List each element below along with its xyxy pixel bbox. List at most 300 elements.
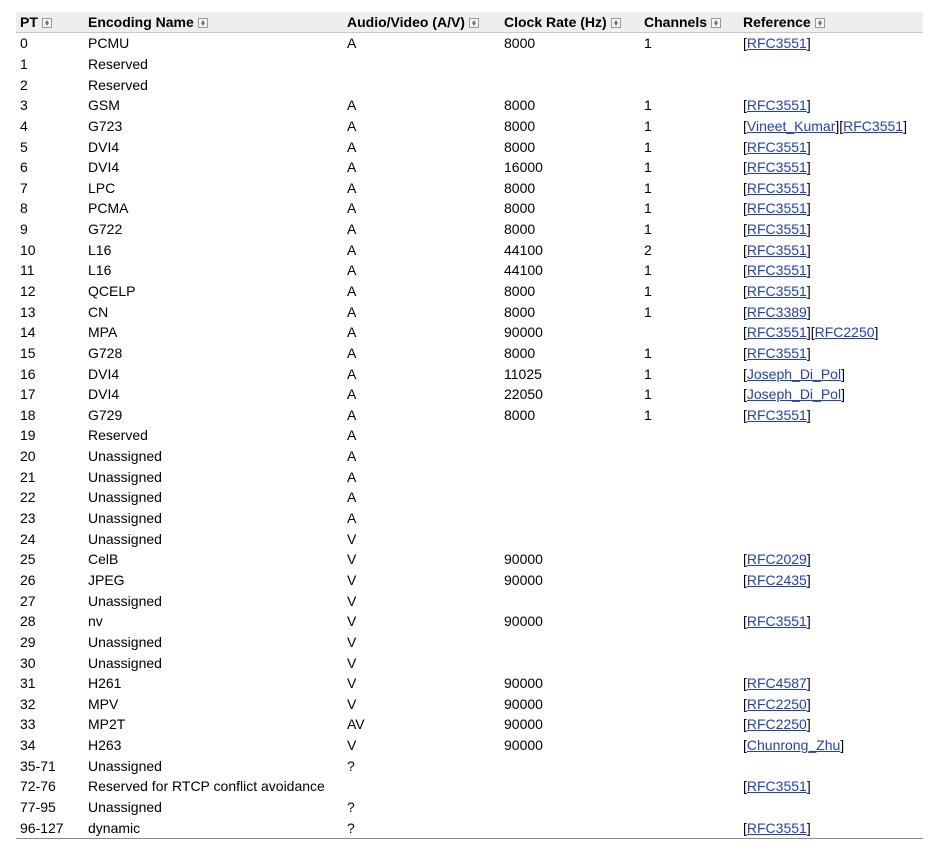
cell-audio-video: A (347, 262, 357, 279)
bracket-close: ] (806, 819, 811, 836)
cell-audio-video (343, 776, 500, 797)
reference-link[interactable]: RFC3551 (746, 159, 807, 176)
cell-audio-video: V (347, 551, 357, 568)
reference-link[interactable]: RFC3551 (746, 778, 807, 795)
cell-channels (640, 549, 739, 570)
reference-link[interactable]: RFC2029 (746, 551, 807, 568)
cell-reference (739, 177, 923, 198)
bracket-close: ] (806, 35, 811, 52)
cell-clock-rate: 90000 (504, 571, 543, 588)
column-header-label: Clock Rate (Hz) (504, 14, 607, 30)
reference-link[interactable]: RFC3551 (746, 179, 807, 196)
reference-link[interactable]: RFC3551 (746, 262, 807, 279)
table-header (16, 12, 923, 33)
cell-audio-video: A (347, 324, 357, 341)
cell-pt: 18 (20, 406, 36, 423)
cell-clock-rate: 44100 (504, 241, 543, 258)
bracket-open: [ (743, 406, 747, 423)
cell-audio-video: A (347, 159, 357, 176)
cell-pt: 77-95 (20, 799, 56, 816)
table-row (16, 425, 923, 446)
column-header-label: Encoding Name (88, 14, 194, 30)
reference-link[interactable]: Chunrong_Zhu (746, 737, 841, 754)
cell-audio-video: A (347, 344, 357, 361)
cell-pt: 0 (20, 35, 28, 52)
bracket-open: [ (743, 365, 747, 382)
bracket-open: [ (743, 386, 747, 403)
cell-audio-video: A (347, 510, 357, 527)
cell-channels: 1 (644, 200, 652, 217)
bracket-open: [ (743, 819, 747, 836)
reference-link[interactable]: RFC2250 (746, 716, 807, 733)
cell-encoding-name: Unassigned (88, 448, 162, 465)
cell-reference (739, 405, 923, 426)
bracket-close: ] (806, 303, 811, 320)
cell-pt: 2 (20, 76, 28, 93)
cell-encoding-name: CN (88, 303, 109, 320)
cell-channels: 1 (644, 97, 652, 114)
cell-reference (739, 714, 923, 735)
cell-channels (640, 487, 739, 508)
cell-pt: 30 (20, 654, 36, 671)
cell-pt: 17 (20, 386, 36, 403)
cell-encoding-name: Unassigned (88, 633, 162, 650)
cell-channels (640, 611, 739, 632)
table-row (16, 198, 923, 219)
cell-clock-rate: 22050 (504, 386, 543, 403)
cell-channels: 1 (644, 386, 652, 403)
cell-channels (640, 528, 739, 549)
cell-pt: 35-71 (20, 757, 56, 774)
cell-encoding-name: H263 (88, 737, 122, 754)
cell-reference (739, 343, 923, 364)
table-row (16, 219, 923, 240)
table-row (16, 755, 923, 776)
cell-channels: 1 (644, 35, 652, 52)
table-row (16, 322, 923, 343)
cell-reference (739, 157, 923, 178)
cell-clock-rate: 90000 (504, 695, 543, 712)
cell-pt: 25 (20, 551, 36, 568)
cell-pt: 11 (20, 262, 35, 279)
cell-encoding-name: MPA (88, 324, 118, 341)
cell-encoding-name: Reserved (88, 55, 148, 72)
reference-link[interactable]: RFC3551 (746, 138, 807, 155)
reference-link[interactable]: RFC3551 (746, 819, 807, 836)
table-row (16, 694, 923, 715)
cell-encoding-name: G722 (88, 221, 123, 238)
cell-reference (739, 652, 923, 673)
cell-encoding-name: G728 (88, 344, 123, 361)
cell-clock-rate: 90000 (504, 551, 543, 568)
table-row (16, 363, 923, 384)
cell-audio-video: A (347, 97, 357, 114)
cell-reference (739, 673, 923, 694)
cell-channels (640, 425, 739, 446)
cell-encoding-name: Reserved (88, 427, 148, 444)
bracket-open: [ (743, 737, 747, 754)
reference-link[interactable]: RFC3551 (843, 117, 904, 134)
cell-reference (739, 54, 923, 75)
cell-channels: 1 (644, 117, 652, 134)
table-row (16, 54, 923, 75)
cell-channels: 1 (644, 406, 652, 423)
cell-audio-video: A (347, 283, 357, 299)
cell-reference (739, 487, 923, 508)
cell-clock-rate (500, 652, 640, 673)
cell-clock-rate: 8000 (504, 221, 536, 238)
cell-encoding-name: dynamic (84, 817, 343, 838)
bracket-open: [ (743, 613, 747, 630)
bracket-close: ] (806, 200, 811, 217)
cell-audio-video: A (347, 489, 357, 506)
column-header-label: Audio/Video (A/V) (347, 14, 465, 30)
cell-pt: 20 (20, 448, 36, 465)
cell-encoding-name: L16 (88, 241, 112, 258)
reference-link[interactable]: RFC2250 (814, 324, 875, 341)
cell-clock-rate (500, 425, 640, 446)
bracket-close: ] (806, 778, 811, 795)
bracket-open: [ (743, 303, 747, 320)
cell-encoding-name: Unassigned (88, 654, 162, 671)
cell-reference (739, 95, 923, 116)
cell-audio-video: A (347, 35, 357, 52)
cell-audio-video: A (347, 406, 357, 423)
cell-audio-video: A (347, 386, 357, 403)
cell-encoding-name: Reserved (88, 76, 148, 93)
cell-encoding-name: MP2T (88, 716, 126, 733)
cell-channels (640, 632, 739, 653)
cell-reference (739, 632, 923, 653)
bracket-open: [ (743, 241, 747, 258)
bracket-close: ] (806, 344, 811, 361)
cell-clock-rate: 8000 (504, 97, 536, 114)
bracket-close: ] (841, 365, 845, 382)
table-row (16, 343, 923, 364)
cell-audio-video: A (347, 468, 357, 485)
reference-link[interactable]: Joseph_Di_Pol (746, 365, 842, 382)
cell-pt: 28 (20, 613, 36, 630)
column-header-encoding-name[interactable] (84, 12, 343, 33)
table-row (16, 466, 923, 487)
cell-reference (739, 239, 923, 260)
cell-reference (739, 281, 923, 302)
bracket-open: [ (743, 200, 747, 217)
bracket-open: [ (810, 324, 815, 341)
cell-audio-video: V (347, 571, 357, 588)
sort-icon[interactable] (469, 18, 479, 28)
bracket-close: ] (806, 138, 811, 155)
column-header-pt[interactable] (16, 12, 84, 33)
cell-audio-video: A (347, 200, 357, 217)
cell-reference (739, 260, 923, 281)
cell-clock-rate: 8000 (504, 179, 536, 196)
cell-clock-rate (500, 755, 640, 776)
cell-pt: 10 (20, 241, 36, 258)
cell-clock-rate: 8000 (504, 406, 536, 423)
cell-clock-rate (500, 590, 640, 611)
column-header-label: Channels (644, 14, 708, 30)
table-row (16, 487, 923, 508)
cell-encoding-name: Unassigned (88, 799, 162, 816)
cell-clock-rate: 8000 (504, 303, 536, 320)
reference-link[interactable]: Vineet_Kumar (746, 117, 836, 134)
sort-icon[interactable] (42, 18, 52, 28)
table-row (16, 239, 923, 260)
cell-encoding-name: Unassigned (88, 468, 162, 485)
reference-link[interactable]: RFC3551 (746, 221, 807, 238)
cell-channels (640, 694, 739, 715)
cell-pt: 21 (20, 468, 36, 485)
bracket-open: [ (743, 716, 747, 733)
cell-channels (640, 776, 739, 797)
bracket-close: ] (840, 737, 845, 754)
cell-encoding-name: QCELP (88, 283, 136, 299)
cell-reference (739, 425, 923, 446)
reference-link[interactable]: RFC4587 (746, 675, 807, 692)
cell-clock-rate (500, 528, 640, 549)
cell-channels: 1 (644, 262, 652, 279)
bracket-open: [ (743, 179, 747, 196)
table-row (16, 157, 923, 178)
table-row (16, 735, 923, 756)
reference-link[interactable]: RFC3551 (746, 97, 807, 114)
cell-reference (739, 384, 923, 405)
cell-encoding-name: Unassigned (88, 510, 162, 527)
bracket-close: ] (806, 716, 811, 733)
cell-encoding-name: H261 (88, 675, 122, 692)
cell-channels (640, 446, 739, 467)
cell-channels: 1 (644, 283, 652, 299)
bracket-close: ] (806, 324, 811, 341)
bracket-close: ] (806, 695, 811, 712)
cell-pt: 96-127 (16, 817, 84, 838)
cell-clock-rate (500, 466, 640, 487)
reference-link[interactable]: RFC3551 (746, 406, 807, 423)
cell-audio-video: A (347, 303, 357, 320)
cell-encoding-name: LPC (88, 179, 116, 196)
cell-reference (739, 694, 923, 715)
bracket-open: [ (839, 117, 844, 134)
cell-channels (640, 797, 739, 818)
table-row (16, 405, 923, 426)
cell-encoding-name: DVI4 (88, 386, 120, 403)
cell-reference (739, 508, 923, 529)
cell-audio-video: V (347, 592, 357, 609)
cell-pt: 27 (20, 592, 36, 609)
cell-encoding-name: DVI4 (88, 365, 120, 382)
cell-reference (739, 590, 923, 611)
cell-encoding-name: nv (88, 613, 103, 630)
table-row (16, 549, 923, 570)
header-row (16, 12, 923, 33)
cell-pt: 14 (20, 324, 36, 341)
reference-link[interactable]: RFC3551 (746, 324, 807, 341)
cell-channels (640, 322, 739, 343)
bracket-close: ] (806, 97, 811, 114)
cell-encoding-name: Unassigned (88, 592, 162, 609)
reference-link[interactable]: RFC3551 (746, 241, 807, 258)
cell-reference (739, 735, 923, 756)
sort-icon[interactable] (815, 18, 825, 28)
cell-audio-video: V (347, 633, 357, 650)
cell-pt: 12 (20, 283, 36, 299)
bracket-open: [ (743, 695, 747, 712)
bracket-open: [ (743, 35, 747, 52)
cell-pt: 33 (20, 716, 36, 733)
column-header-label: Reference (743, 14, 811, 30)
cell-channels: 1 (644, 303, 652, 320)
column-header-audio-video[interactable] (343, 12, 500, 33)
cell-reference (739, 33, 923, 54)
cell-audio-video: ? (347, 757, 355, 774)
cell-channels: 1 (644, 179, 652, 196)
cell-channels: 2 (644, 241, 652, 258)
cell-pt: 72-76 (20, 778, 56, 795)
cell-audio-video (343, 54, 500, 75)
table-row (16, 446, 923, 467)
cell-clock-rate: 90000 (504, 675, 543, 692)
bracket-open: [ (743, 778, 747, 795)
cell-pt: 15 (20, 344, 36, 361)
sort-icon[interactable] (711, 18, 721, 28)
cell-clock-rate (500, 508, 640, 529)
cell-reference (739, 363, 923, 384)
cell-pt: 31 (20, 675, 36, 692)
table-row (16, 714, 923, 735)
bracket-close: ] (806, 262, 811, 279)
table-row (16, 95, 923, 116)
reference-link[interactable]: RFC3551 (746, 35, 807, 52)
cell-audio-video: A (347, 117, 357, 134)
cell-pt: 24 (20, 530, 36, 547)
cell-audio-video: V (347, 530, 357, 547)
cell-encoding-name: PCMU (88, 35, 130, 52)
bracket-close: ] (806, 179, 811, 196)
table-row (16, 776, 923, 797)
cell-reference (739, 817, 923, 838)
cell-clock-rate: 90000 (504, 613, 543, 630)
cell-audio-video: V (347, 737, 357, 754)
cell-audio-video: AV (347, 716, 365, 733)
table-row (16, 33, 923, 54)
cell-audio-video: A (347, 241, 357, 258)
cell-encoding-name: DVI4 (88, 138, 120, 155)
cell-pt: 23 (20, 510, 36, 527)
reference-link[interactable]: RFC3551 (746, 200, 807, 217)
cell-audio-video: V (347, 613, 357, 630)
bracket-close: ] (806, 571, 811, 588)
cell-reference (739, 219, 923, 240)
cell-audio-video: A (347, 221, 357, 238)
reference-link[interactable]: RFC3551 (746, 344, 807, 361)
sort-icon[interactable] (198, 18, 208, 28)
cell-reference (739, 446, 923, 467)
reference-link[interactable]: RFC2250 (746, 695, 807, 712)
cell-encoding-name: Unassigned (88, 489, 162, 506)
column-header-clock-rate[interactable] (500, 12, 640, 33)
cell-reference (739, 301, 923, 322)
table-row (16, 116, 923, 137)
reference-link[interactable]: RFC3551 (746, 613, 807, 630)
column-header-channels[interactable] (640, 12, 739, 33)
cell-reference (739, 116, 923, 137)
sort-icon[interactable] (611, 18, 621, 28)
cell-pt: 26 (20, 571, 36, 588)
cell-pt: 4 (20, 117, 28, 134)
cell-audio-video: ? (343, 817, 500, 838)
reference-link[interactable]: RFC3551 (746, 283, 807, 299)
bracket-open: [ (743, 551, 747, 568)
reference-link[interactable]: RFC2435 (746, 571, 807, 588)
cell-audio-video: V (347, 695, 357, 712)
cell-pt: 19 (20, 427, 36, 444)
cell-encoding-name: GSM (88, 97, 120, 114)
cell-audio-video: A (347, 448, 357, 465)
cell-clock-rate: 90000 (504, 716, 543, 733)
cell-channels: 1 (644, 138, 652, 155)
bracket-open: [ (743, 159, 747, 176)
bracket-close: ] (903, 117, 907, 134)
cell-channels (640, 735, 739, 756)
bracket-close: ] (806, 241, 811, 258)
cell-encoding-name: Reserved for RTCP conflict avoidance (88, 778, 325, 795)
reference-link[interactable]: RFC3389 (746, 303, 807, 320)
table-row (16, 177, 923, 198)
cell-pt: 3 (20, 97, 28, 114)
cell-clock-rate (500, 54, 640, 75)
cell-clock-rate: 90000 (504, 737, 543, 754)
cell-audio-video: A (347, 179, 357, 196)
cell-audio-video (343, 74, 500, 95)
bracket-open: [ (743, 571, 747, 588)
cell-clock-rate: 8000 (504, 344, 536, 361)
cell-reference (739, 74, 923, 95)
cell-reference (739, 755, 923, 776)
cell-encoding-name: Unassigned (88, 757, 162, 774)
cell-pt: 8 (20, 200, 28, 217)
cell-clock-rate: 11025 (504, 365, 542, 382)
bracket-close: ] (874, 324, 879, 341)
cell-reference (739, 549, 923, 570)
table-row (16, 817, 923, 838)
table-row (16, 570, 923, 591)
cell-pt: 29 (20, 633, 36, 650)
reference-link[interactable]: Joseph_Di_Pol (746, 386, 842, 403)
cell-channels (640, 817, 739, 838)
cell-clock-rate (500, 817, 640, 838)
cell-clock-rate: 44100 (504, 262, 543, 279)
cell-clock-rate: 90000 (504, 324, 543, 341)
cell-clock-rate: 16000 (504, 159, 543, 176)
bracket-open: [ (743, 117, 747, 134)
table-row (16, 797, 923, 818)
table-row (16, 528, 923, 549)
payload-types-table (16, 12, 923, 839)
cell-pt: 13 (20, 303, 36, 320)
bracket-close: ] (806, 406, 811, 423)
cell-clock-rate (500, 776, 640, 797)
table-row (16, 652, 923, 673)
column-header-reference[interactable] (739, 12, 923, 33)
bracket-open: [ (743, 221, 747, 238)
table-row (16, 590, 923, 611)
cell-reference (739, 797, 923, 818)
cell-channels (640, 673, 739, 694)
table-row (16, 281, 923, 302)
table-row (16, 260, 923, 281)
bracket-open: [ (743, 344, 747, 361)
